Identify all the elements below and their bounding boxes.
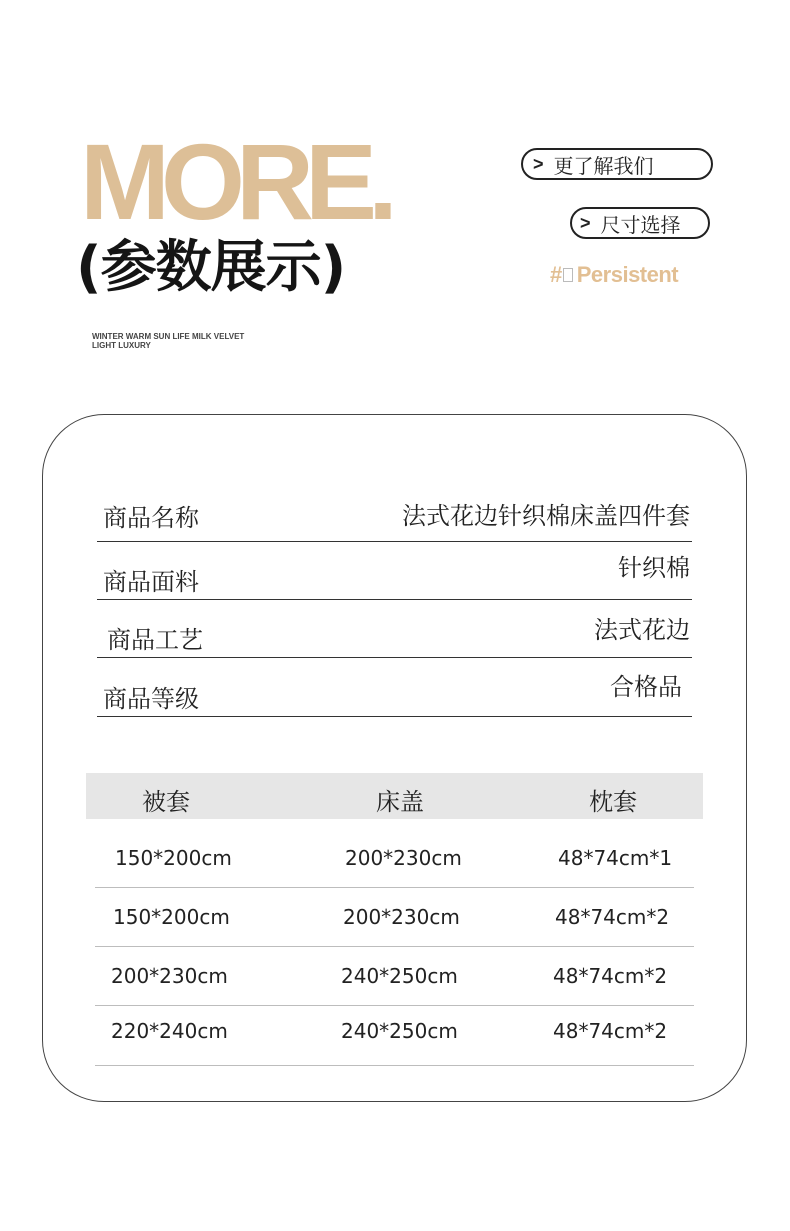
size-select-label: 尺寸选择 [600, 212, 681, 237]
subtitle-line-1: WINTER WARM SUN LIFE MILK VELVET [92, 332, 245, 341]
persistent-text: Persistent [576, 262, 679, 287]
table-cell: 200*230cm [345, 846, 462, 870]
subtitle [92, 332, 352, 350]
page-title: (参数展示) [76, 235, 346, 300]
table-cell: 48*74cm*1 [558, 846, 673, 870]
header-duvet: 被套 [142, 788, 190, 816]
table-cell: 200*230cm [343, 905, 460, 929]
placeholder-box-icon [563, 268, 573, 282]
table-cell: 150*200cm [115, 846, 232, 870]
chevron-right-icon: > [580, 212, 591, 233]
table-row [95, 1005, 694, 1066]
spec-key: 商品等级 [103, 685, 199, 713]
table-cell: 240*250cm [341, 1019, 458, 1043]
spec-row-name [97, 483, 692, 542]
spec-row-craft [97, 599, 692, 658]
table-cell: 240*250cm [341, 964, 458, 988]
size-select-button[interactable] [570, 207, 710, 239]
spec-row-grade [97, 658, 692, 717]
spec-row-fabric [97, 541, 692, 600]
table-cell: 220*240cm [111, 1019, 228, 1043]
spec-key: 商品名称 [103, 504, 199, 532]
table-cell: 150*200cm [113, 905, 230, 929]
header-bedspread: 床盖 [376, 788, 424, 816]
table-row [95, 946, 694, 1006]
brand-word: MORE. [80, 121, 390, 242]
spec-key: 商品工艺 [107, 626, 203, 654]
learn-more-button[interactable] [521, 148, 713, 180]
hash-symbol: # [550, 262, 562, 287]
size-table-header [86, 773, 703, 819]
table-cell: 48*74cm*2 [555, 905, 670, 929]
spec-value: 法式花边 [594, 616, 690, 644]
table-row [95, 887, 694, 947]
persistent-tag [550, 262, 678, 288]
table-cell: 48*74cm*2 [553, 964, 668, 988]
learn-more-label: 更了解我们 [553, 153, 654, 178]
table-row [95, 828, 694, 888]
spec-value: 合格品 [610, 673, 682, 701]
spec-value: 针织棉 [618, 554, 690, 582]
spec-key: 商品面料 [103, 568, 199, 596]
chevron-right-icon: > [533, 153, 544, 174]
subtitle-line-2: LIGHT LUXURY [92, 341, 151, 350]
header-pillowcase: 枕套 [589, 788, 637, 816]
spec-value: 法式花边针织棉床盖四件套 [402, 502, 690, 530]
table-cell: 200*230cm [111, 964, 228, 988]
table-cell: 48*74cm*2 [553, 1019, 668, 1043]
